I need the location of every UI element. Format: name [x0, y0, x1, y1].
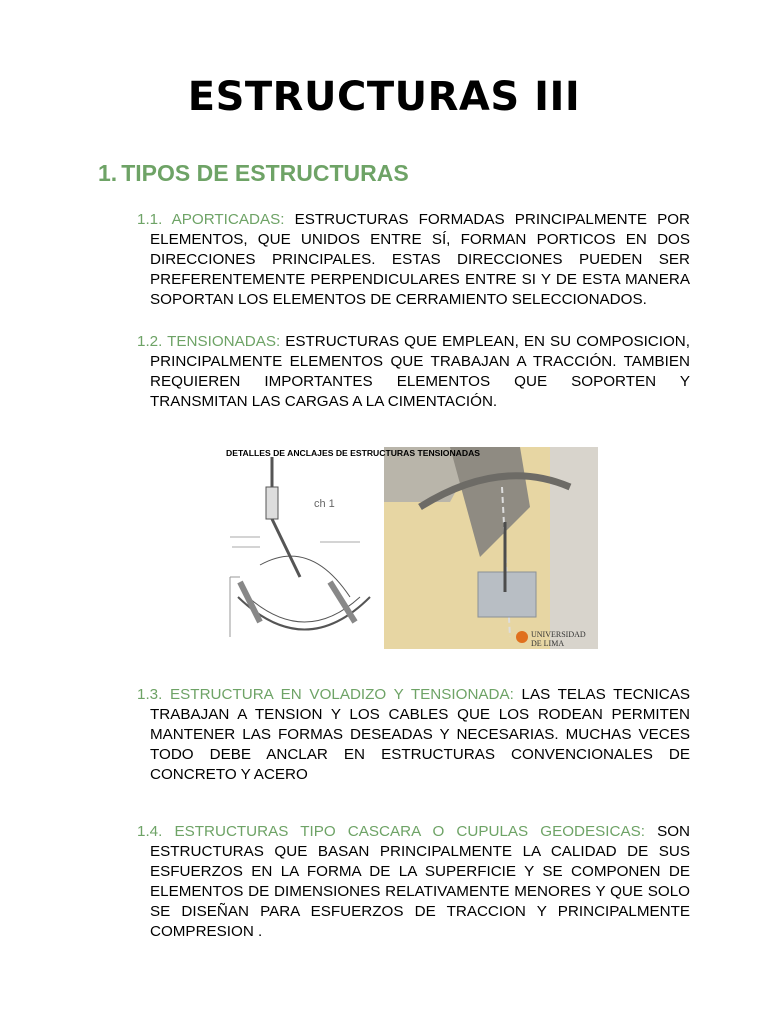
item-text: SON ESTRUCTURAS QUE BASAN PRINCIPALMENTE LA CALIDAD DE SUS ESFUERZOS EN LA FORMA DE LA SUPERFICIE Y SE COMPONEN DE ELEMENTOS DE DIMENSIONES RELATIVAMENTE MENORES Y QUE SOLO SE DISEÑAN PARA ESFUERZOS DE TRACCION Y PRINCIPALMENTE COMPRESION . [150, 823, 690, 940]
item-label: APORTICADAS: [171, 211, 285, 228]
item-number: 1.1. [137, 211, 163, 228]
list-item-voladizo [137, 685, 690, 785]
item-text: ESTRUCTURAS QUE EMPLEAN, EN SU COMPOSICION, PRINCIPALMENTE ELEMENTOS QUE TRABAJAN A TRACCIÓN. TAMBIEN REQUIEREN IMPORTANTES ELEMENTOS QUE SOPORTEN Y TRANSMITAN LAS CARGAS A LA CIMENTACIÓN. [150, 333, 690, 410]
list-item-tensionadas [137, 332, 690, 412]
figure-caption: DETALLES DE ANCLAJES DE ESTRUCTURAS TENSIONADAS [226, 448, 481, 458]
list-item-aporticadas [137, 210, 690, 310]
section-title: TIPOS DE ESTRUCTURAS [121, 160, 409, 186]
item-label: ESTRUCTURA EN VOLADIZO Y TENSIONADA: [170, 686, 514, 703]
list-item-cascara [137, 822, 690, 942]
item-number: 1.3. [137, 686, 163, 703]
item-number: 1.4. [137, 823, 163, 840]
item-label: ESTRUCTURAS TIPO CASCARA O CUPULAS GEODESICAS: [174, 823, 645, 840]
item-text: ESTRUCTURAS FORMADAS PRINCIPALMENTE POR ELEMENTOS, QUE UNIDOS ENTRE SÍ, FORMAN PORTICOS EN DOS DIRECCIONES PRINCIPALES. ESTAS DIRECCIONES PUEDEN SER PREFERENTEMENTE PERPENDICULARES ENTRE SI Y DE ESTA MANERA SOPORTAN LOS ELEMENTOS DE CERRAMIENTO SELECCIONADOS. [150, 211, 690, 308]
document-title: ESTRUCTURAS III [187, 74, 581, 120]
item-text: LAS TELAS TECNICAS TRABAJAN A TENSION Y LOS CABLES QUE LOS RODEAN PERMITEN MANTENER LAS FORMAS DESEADAS Y NECESARIAS. MUCHAS VECES TODO DEBE ANCLAR EN ESTRUCTURAS CONVENCIONALES DE CONCRETO Y ACERO [150, 686, 690, 783]
section-number: 1. [98, 160, 118, 186]
logo-text-line1: UNIVERSIDAD [531, 630, 586, 639]
item-label: TENSIONADAS: [167, 333, 281, 350]
item-number: 1.2. [137, 333, 163, 350]
logo-text-line2: DE LIMA [531, 639, 565, 648]
anchorage-detail-figure [220, 447, 598, 649]
drawing-label: ch 1 [314, 498, 335, 510]
section-heading [98, 160, 409, 187]
